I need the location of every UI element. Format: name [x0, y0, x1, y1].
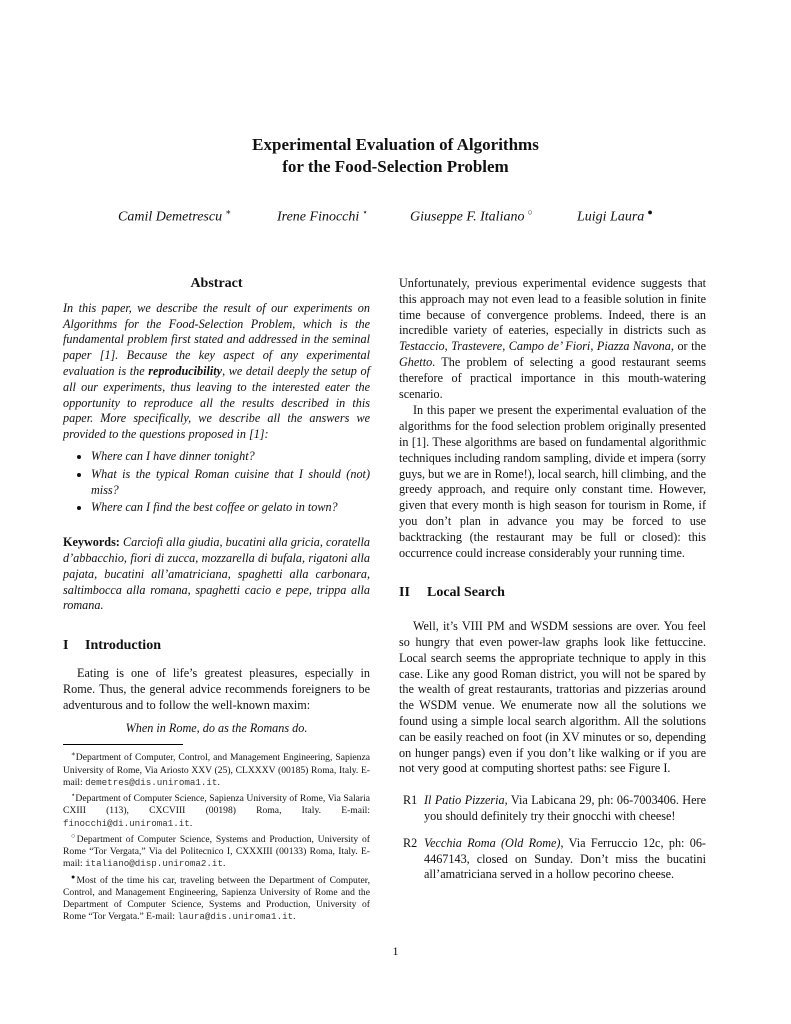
separator: , — [444, 339, 452, 354]
section-number: I — [63, 638, 69, 654]
footnote-end: . — [189, 817, 193, 829]
paragraph-in-this-paper: In this paper we present the experimental evaluation of the algorithms for the food selection problem originally presented in [1]. These algorithms are based on fundamental algorithmic techniques including random sampling, divide et impera (sorry guys, but we are in Rome!), local search, hill climbing, and the greedy approach, and require only constant time. However, given that every month is high season for tourism in Rome, if you don’t plan in advance you may be forced to use backtracking (the restaurant may be full or closed): this occurrence could increase considerably your running time. — [399, 403, 706, 560]
local-search-paragraph: Well, it’s VIII PM and WSDM sessions are over. You feel so hungry that even power-law graphs look like fettuccine. Local search seems the appropriate technique to apply in this case. Like any good Roman district, you will not be spared by the wealth of great restaurants, trattorias and pizzerias around the WSDM venue. We enumerate now all the solutions we found using a simple local search algorithm. All the solutions can be easily reached on foot (in XV minutes or so, depending on hunger pangs) even if you don’t like walking or if you are not very good at computing shortest paths: see Figure I. — [399, 619, 706, 776]
footnote-text: Department of Computer, Control, and Management Engineering, Sapienza University of Rome, Via Ariosto XXV (25), CLXXXV (00185) Roma, Italy. E-mail: — [63, 752, 370, 788]
title-line-1: Experimental Evaluation of Algorithms — [252, 135, 539, 154]
intro-paragraph: Eating is one of life’s greatest pleasures, especially in Rome. Thus, the general advice recommends foreigners to be adventurous and to follow the well-known maxim: — [63, 665, 370, 712]
author-2-name: Irene Finocchi — [277, 209, 360, 225]
section-heading-local-search — [399, 585, 706, 601]
author-3-name: Giuseppe F. Italiano — [410, 209, 525, 225]
paragraph-unfortunately — [399, 276, 706, 402]
footnote-mark: ○ — [71, 831, 77, 840]
district-name: Campo de’ Fiori — [508, 339, 591, 354]
keywords-label: Keywords: — [63, 535, 120, 550]
maxim-quote: When in Rome, do as the Romans do. — [125, 721, 308, 736]
footnote-end: . — [222, 858, 226, 870]
footnote-email: italiano@disp.uniroma2.it — [85, 858, 223, 870]
footnote-text: Most of the time his car, traveling between the Department of Computer, Control, and Management Engineering, Sapienza University of Rome and the Department of Computer Science, Systems and Production, University of Rome “Tor Vergata.” E-mail: — [63, 874, 370, 923]
footnote-end: . — [217, 776, 220, 788]
restaurant-text: , Via Ferruccio 12c, ph: 06-4467143, closed on Sunday. Don’t miss the bucatini all’amatriciana served in a hollow pecorino cheese. — [424, 835, 706, 882]
footnote-mark: ⋆ — [71, 790, 76, 799]
footnote — [63, 830, 370, 871]
restaurant-label: R1 — [403, 793, 418, 808]
author-1 — [118, 207, 231, 226]
section-heading-introduction — [63, 638, 370, 654]
page-number: 1 — [392, 944, 399, 958]
keywords — [63, 535, 370, 614]
author-3-mark: ○ — [527, 207, 533, 217]
footnote-email: laura@dis.uniroma1.it — [177, 911, 294, 923]
abstract-bold-term: reproducibility — [148, 363, 223, 378]
footnote — [63, 789, 370, 830]
author-2-mark: ⋆ — [362, 207, 368, 217]
section-title: Local Search — [427, 585, 505, 601]
separator: , or the — [670, 339, 707, 354]
section-number: II — [399, 585, 410, 601]
footnote-email: finocchi@di.uniroma1.it — [63, 817, 190, 829]
abstract-text-part-1: In this paper, we describe the result of our experiments on Algorithms for the Food-Selection Problem, which is the fundamental problem first stated and addressed in the seminal paper [1]. Because the key aspect of any experimental evaluation is the — [63, 300, 370, 378]
left-column — [63, 276, 370, 924]
separator: , — [502, 339, 509, 354]
footnote-mark: ∗ — [71, 750, 76, 759]
footnote-email: demetres@dis.uniroma1.it — [85, 776, 218, 788]
abstract-text — [63, 301, 370, 443]
author-3 — [410, 207, 533, 226]
footnote-rule — [63, 744, 183, 745]
restaurant-name: Vecchia Roma (Old Rome) — [424, 835, 561, 850]
question-list — [63, 449, 370, 516]
paper-title — [0, 134, 791, 178]
restaurant-text: , Via Labicana 29, ph: 06-7003406. Here you should definitely try their gnocchi with cheese! — [424, 793, 706, 823]
paragraph-text: . The problem of selecting a good restaurant seems therefore of practical importance in this mouth-watering scenario. — [399, 354, 706, 401]
footnote-text: Department of Computer Science, Sapienza University of Rome, Via Salaria CXIII (113), CXCVIII (00198) Roma, Italy. E-mail: — [63, 793, 370, 817]
district-name: Testaccio — [399, 339, 445, 354]
question-item: • Where can I find the best coffee or gelato in town? — [91, 500, 370, 516]
title-line-2: for the Food-Selection Problem — [282, 157, 509, 176]
right-column — [399, 276, 706, 883]
separator: , — [590, 339, 597, 354]
district-name: Piazza Navona — [596, 339, 671, 354]
footnote-end: . — [293, 911, 296, 923]
restaurant-item — [399, 793, 706, 825]
author-4-mark: ● — [647, 207, 653, 217]
footnote-mark: ● — [71, 872, 77, 881]
district-name: Trastevere — [451, 339, 503, 354]
author-4-name: Luigi Laura — [577, 209, 645, 225]
author-1-name: Camil Demetrescu — [118, 209, 223, 225]
abstract-text-part-2: , we detail deeply the setup of all our experiments, thus leaving to the interested eater the opportunity to reproduce all the results described in this paper. More specifically, we describe all the answers we provided to the questions proposed in [1]: — [63, 363, 370, 442]
restaurant-item — [399, 836, 706, 883]
author-2 — [277, 207, 368, 226]
restaurant-name: Il Patio Pizzeria — [424, 793, 505, 808]
restaurant-label: R2 — [403, 835, 418, 850]
keywords-text: Carciofi alla giudia, bucatini alla gricia, coratella d’abbacchio, fiori di zucca, mozzarella di bufala, rigatoni alla pajata, bucatini all’amatriciana, spaghetti alla carbonara, saltimbocca alla romana, spaghetti cacio e pepe, trippa alla romana. — [63, 535, 371, 613]
footnote-text: Department of Computer Science, Systems and Production, University of Rome “Tor Vergata,” Via del Politecnico I, CXXXIII (00133) Roma, Italy. E-mail: — [63, 833, 370, 870]
question-item: • What is the typical Roman cuisine that I should (not) miss? — [91, 467, 370, 499]
author-4 — [577, 207, 653, 226]
abstract-heading: Abstract — [190, 276, 243, 291]
district-name: Ghetto — [399, 354, 433, 369]
section-title: Introduction — [85, 638, 161, 654]
footnote — [63, 748, 370, 789]
author-1-mark: ∗ — [225, 207, 232, 217]
footnote — [63, 871, 370, 924]
paragraph-text: Unfortunately, previous experimental evidence suggests that this approach may not even lead to a feasible solution in finite time because of convergence problems. Indeed, there is an incredible variety of eateries, especially in districts such as — [399, 276, 706, 338]
question-item: • Where can I have dinner tonight? — [91, 449, 370, 465]
